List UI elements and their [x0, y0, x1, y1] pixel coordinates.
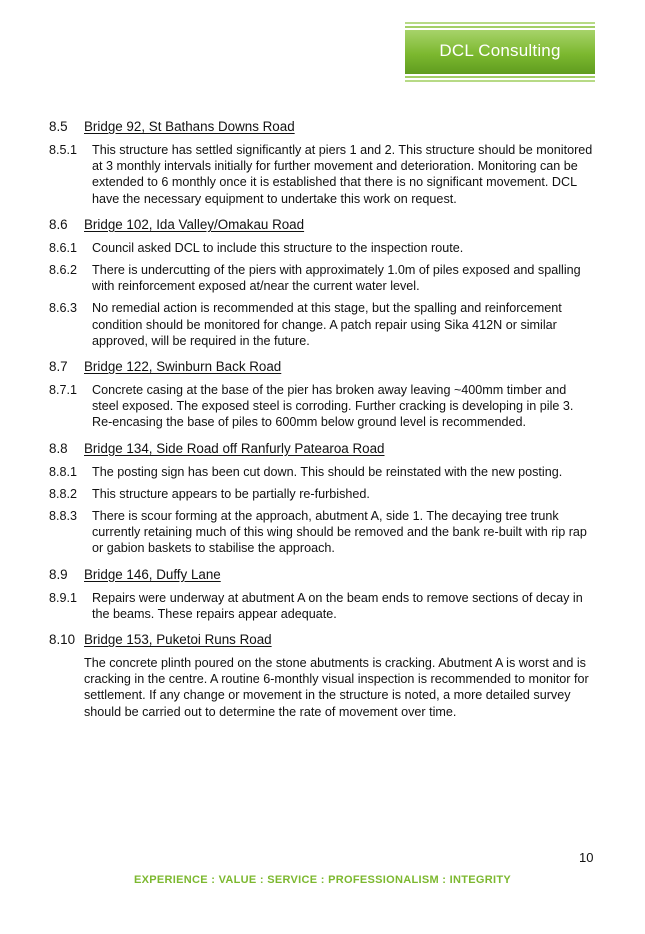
- section-number: 8.9: [49, 566, 68, 582]
- section-8-9: [49, 566, 594, 622]
- dcl-consulting-logo: [405, 22, 595, 84]
- section-heading: [49, 440, 594, 458]
- section-number: 8.10: [49, 632, 76, 648]
- paragraph-number: 8.6.3: [49, 301, 78, 316]
- paragraph-number: 8.6.1: [49, 240, 78, 255]
- section-title: Bridge 146, Duffy Lane: [84, 566, 221, 582]
- section-title: Bridge 92, St Bathans Downs Road: [84, 119, 295, 134]
- paragraph-number: 8.9.1: [49, 590, 78, 605]
- section-number: 8.8: [49, 440, 68, 456]
- numbered-paragraph: [49, 240, 594, 256]
- section-heading: [49, 566, 594, 584]
- paragraph-text: This structure has settled significantly at piers 1 and 2. This structure should be monitored at 3 monthly intervals initially for further movement and deterioration. Monitoring can be extended to 6 monthly once it is established that there is no significant movement. DCL have the necessary equipment to undertake this work on request.: [92, 143, 593, 206]
- section-number: 8.5: [49, 119, 68, 134]
- logo-stripe: [405, 22, 595, 24]
- section-heading: [49, 358, 594, 376]
- paragraph-number: 8.7.1: [49, 383, 78, 398]
- numbered-paragraph: [49, 590, 594, 622]
- numbered-paragraph: [49, 382, 594, 431]
- logo-stripe: [405, 80, 595, 82]
- paragraph-number: 8.8.1: [49, 464, 78, 479]
- logo-stripe: [405, 26, 595, 28]
- numbered-paragraph: [49, 508, 594, 557]
- page-number: 10: [579, 850, 594, 865]
- paragraph-text: There is scour forming at the approach, abutment A, side 1. The decaying tree trunk currently retaining much of this wing should be removed and the bank re-built with rip rap or gabion baskets to stabilise the approach.: [92, 509, 587, 556]
- paragraph-text: This structure appears to be partially re-furbished.: [92, 486, 370, 501]
- paragraph-number: 8.8.2: [49, 486, 78, 501]
- section-title: Bridge 122, Swinburn Back Road: [84, 359, 282, 375]
- section-8-10: [49, 631, 594, 720]
- section-number: 8.7: [49, 359, 68, 375]
- paragraph-number: 8.5.1: [49, 143, 78, 157]
- paragraph-text: There is undercutting of the piers with approximately 1.0m of piles exposed and spalling with reinforcement exposed at/near the current water level.: [92, 263, 581, 294]
- paragraph-number: 8.6.2: [49, 263, 78, 278]
- section-8-5: [49, 118, 594, 207]
- section-8-6: [49, 216, 594, 349]
- section-title: Bridge 153, Puketoi Runs Road: [84, 632, 272, 648]
- numbered-paragraph: [49, 142, 594, 207]
- numbered-paragraph: [49, 464, 594, 480]
- numbered-paragraph: [49, 486, 594, 502]
- paragraph-text: Concrete casing at the base of the pier has broken away leaving ~400mm timber and steel exposed. The exposed steel is corroding. Further cracking is developing in pile 3. Re-encasing the base of piles to 600mm below ground level is recommended.: [92, 383, 574, 430]
- section-heading: [49, 631, 594, 649]
- paragraph-number: 8.8.3: [49, 509, 78, 524]
- document-body: [49, 118, 594, 729]
- section-8-7: [49, 358, 594, 431]
- section-title: Bridge 102, Ida Valley/Omakau Road: [84, 216, 305, 232]
- logo-text: DCL Consulting: [439, 41, 561, 60]
- paragraph-text: No remedial action is recommended at this stage, but the spalling and reinforcement condition should be monitored for change. A patch repair using Sika 412N or similar approved, will be required in the future.: [92, 301, 562, 348]
- section-heading: [49, 118, 594, 136]
- numbered-paragraph: [49, 262, 594, 294]
- numbered-paragraph: [49, 300, 594, 349]
- paragraph-text: Repairs were underway at abutment A on the beam ends to remove sections of decay in the beams. These repairs appear adequate.: [92, 590, 583, 621]
- logo-stripe: [405, 76, 595, 78]
- paragraph-text: The concrete plinth poured on the stone abutments is cracking. Abutment A is worst and is cracking in the centre. A routine 6-monthly visual inspection is recommended to monitor for settlement. If any change or movement in the structure is noted, a more detailed survey should be carried out to determine the rate of movement over time.: [84, 656, 589, 719]
- footer-tagline: EXPERIENCE : VALUE : SERVICE : PROFESSIONALISM : INTEGRITY: [134, 874, 511, 886]
- section-title: Bridge 134, Side Road off Ranfurly Patearoa Road: [84, 440, 385, 456]
- paragraph-text: The posting sign has been cut down. This should be reinstated with the new posting.: [92, 464, 563, 479]
- section-8-8: [49, 440, 594, 557]
- section-heading: [49, 216, 594, 234]
- paragraph-text: Council asked DCL to include this structure to the inspection route.: [92, 240, 464, 255]
- section-number: 8.6: [49, 216, 68, 232]
